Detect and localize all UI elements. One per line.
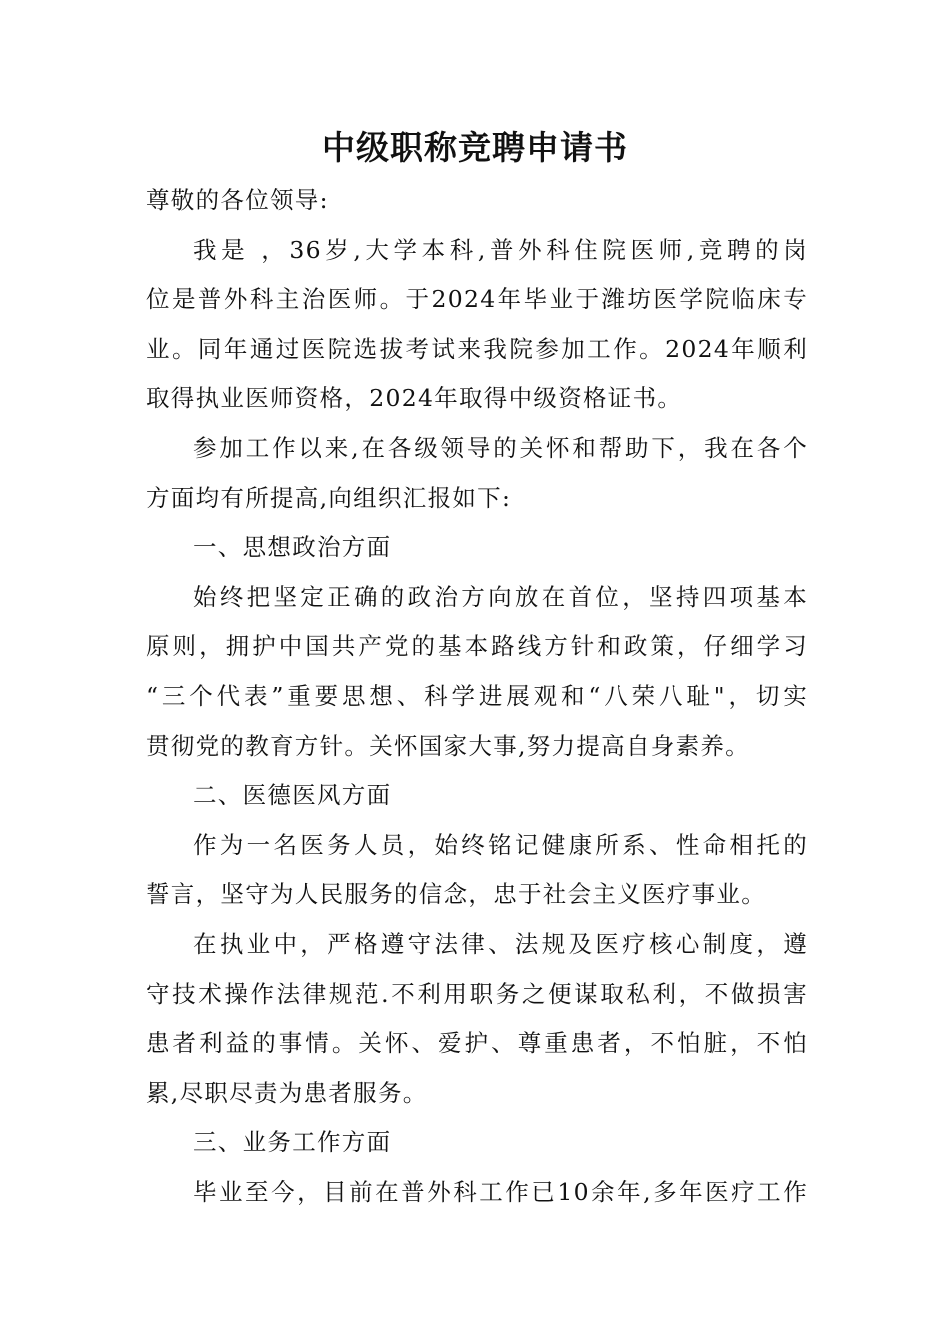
- salutation-line: 尊敬的各位领导:: [146, 186, 329, 214]
- section2-p1-line-2: 誓言，坚守为人民服务的信念，忠于社会主义医疗事业。: [146, 880, 766, 909]
- section3-heading-text: 三、业务工作方面: [193, 1128, 392, 1157]
- section2-heading: [146, 771, 808, 821]
- work-intro-line-2: 方面均有所提高,向组织汇报如下:: [146, 483, 512, 512]
- section2-p1-line-1: 作为一名医务人员，始终铭记健康所系、性命相托的: [193, 830, 808, 859]
- section1-line-1: 始终把坚定正确的政治方向放在首位，坚持四项基本: [193, 582, 808, 611]
- document-title: 中级职称竞聘申请书: [322, 128, 628, 167]
- section2-p2-line-3: 患者利益的事情。关怀、爱护、尊重患者，不怕脏，不怕: [146, 1029, 808, 1058]
- document-body: [146, 176, 808, 1217]
- section1-paragraph: [146, 573, 808, 771]
- work-intro-line-1: 参加工作以来,在各级领导的关怀和帮助下，我在各个: [193, 433, 808, 462]
- intro-line-1: 我是 ，36岁,大学本科,普外科住院医师,竞聘的岗: [193, 235, 808, 264]
- section1-heading: [146, 523, 808, 573]
- section3-line-1: 毕业至今，目前在普外科工作已10余年,多年医疗工作: [193, 1177, 808, 1206]
- intro-line-2: 位是普外科主治医师。于2024年毕业于潍坊医学院临床专: [146, 285, 808, 314]
- section2-paragraph-2: [146, 920, 808, 1118]
- section2-p2-line-1: 在执业中，严格遵守法律、法规及医疗核心制度，遵: [193, 929, 808, 958]
- section3-heading: [146, 1118, 808, 1168]
- section2-p2-line-4: 累,尽职尽责为患者服务。: [146, 1078, 428, 1107]
- section1-line-2: 原则，拥护中国共产党的基本路线方针和政策，仔细学习: [146, 632, 808, 661]
- section3-paragraph: [146, 1168, 808, 1218]
- section1-line-3: “三个代表”重要思想、科学进展观和“八荣八耻"，切实: [146, 681, 808, 710]
- section2-p2-line-2: 守技术操作法律规范.不利用职务之便谋取私利，不做损害: [146, 979, 808, 1008]
- intro-line-4: 取得执业医师资格，2024年取得中级资格证书。: [146, 384, 683, 413]
- salutation: [146, 176, 808, 226]
- intro-line-3: 业。同年通过医院选拔考试来我院参加工作。2024年顺利: [146, 334, 808, 363]
- section1-line-4: 贯彻党的教育方针。关怀国家大事,努力提高自身素养。: [146, 731, 750, 760]
- section2-paragraph-1: [146, 821, 808, 920]
- work-intro-paragraph: [146, 424, 808, 523]
- intro-paragraph: [146, 226, 808, 424]
- section1-heading-text: 一、思想政治方面: [193, 533, 392, 562]
- section2-heading-text: 二、医德医风方面: [193, 781, 392, 810]
